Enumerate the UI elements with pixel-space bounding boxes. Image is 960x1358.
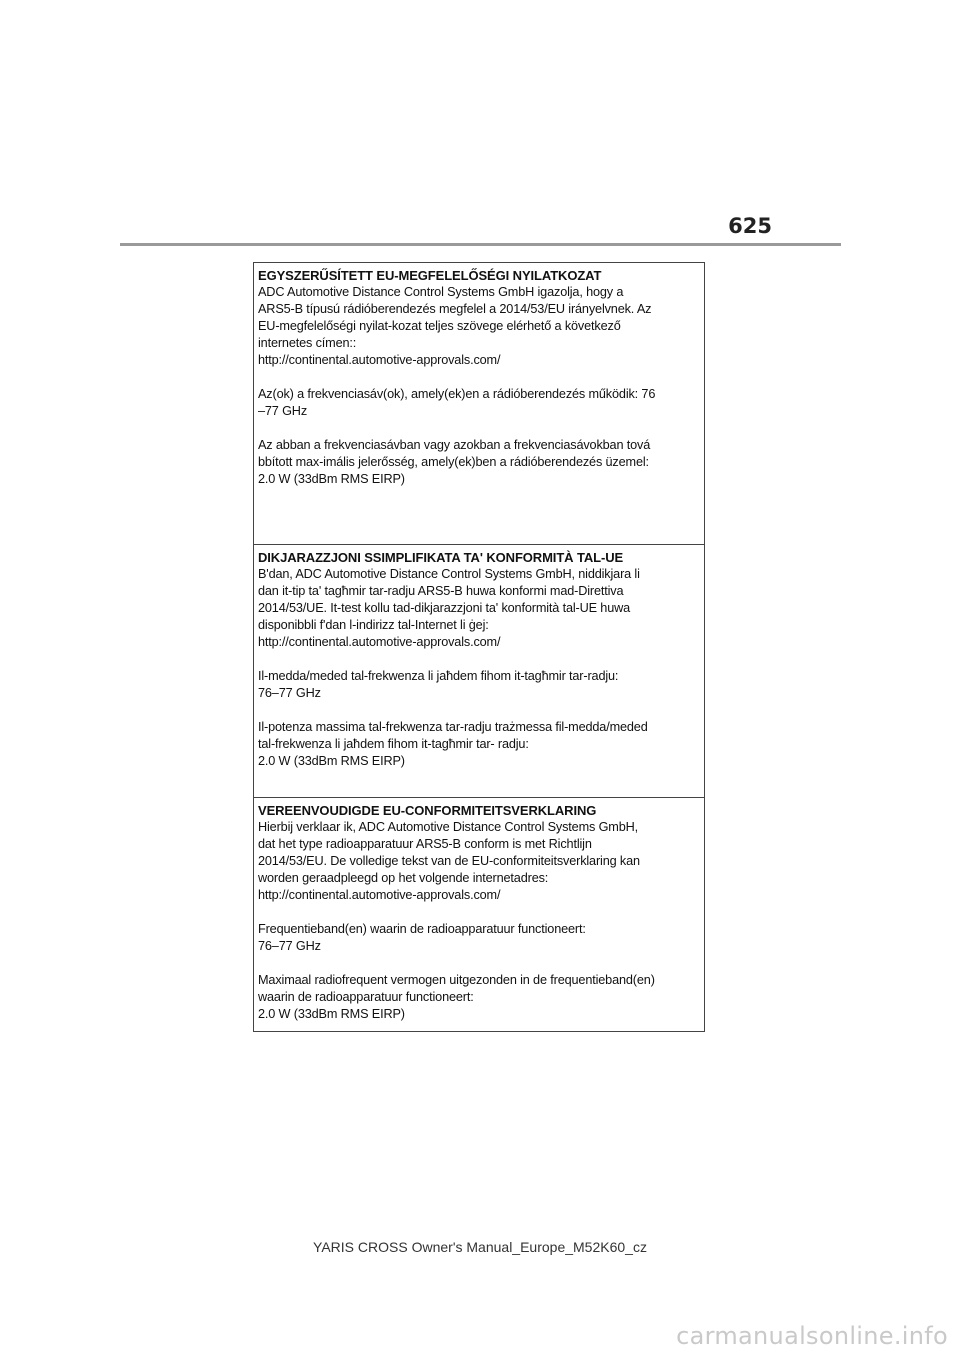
paragraph bbox=[258, 819, 700, 904]
page-number: 625 bbox=[728, 214, 772, 238]
text-line: http://continental.automotive-approvals.com/ bbox=[258, 888, 501, 902]
paragraph bbox=[258, 437, 700, 488]
text-line: 76–77 GHz bbox=[258, 686, 321, 700]
text-line: worden geraadpleegd op het volgende internetadres: bbox=[258, 871, 549, 885]
paragraph bbox=[258, 972, 700, 1023]
text-line: Il-potenza massima tal-frekwenza tar-radju trażmessa fil-medda/meded bbox=[258, 720, 648, 734]
paragraph bbox=[258, 668, 700, 702]
section-title: VEREENVOUDIGDE EU-CONFORMITEITSVERKLARING bbox=[258, 803, 597, 818]
section-body bbox=[258, 284, 700, 488]
text-line: Maximaal radiofrequent vermogen uitgezonden in de frequentieband(en) bbox=[258, 973, 655, 987]
text-line: dat het type radioapparatuur ARS5-B conform is met Richtlijn bbox=[258, 837, 592, 851]
text-line: disponibbli f'dan l-indirizz tal-Internet li ġej: bbox=[258, 618, 489, 632]
text-line: B'dan, ADC Automotive Distance Control Systems GmbH, niddikjara li bbox=[258, 567, 640, 581]
text-line: Az(ok) a frekvenciasáv(ok), amely(ek)en a rádióberendezés működik: 76 bbox=[258, 387, 656, 401]
text-line: Hierbij verklaar ik, ADC Automotive Distance Control Systems GmbH, bbox=[258, 820, 639, 834]
section-body bbox=[258, 566, 700, 770]
text-line: –77 GHz bbox=[258, 404, 308, 418]
text-line: 2.0 W (33dBm RMS EIRP) bbox=[258, 472, 405, 486]
section-title: DIKJARAZZJONI SSIMPLIFIKATA TA' KONFORMITÀ TAL-UE bbox=[258, 550, 624, 565]
text-line: 76–77 GHz bbox=[258, 939, 321, 953]
text-line: internetes címen:: bbox=[258, 336, 357, 350]
text-line: http://continental.automotive-approvals.com/ bbox=[258, 635, 501, 649]
section-body bbox=[258, 819, 700, 1023]
text-line: Az abban a frekvenciasávban vagy azokban a frekvenciasávokban tová bbox=[258, 438, 651, 452]
text-line: EU-megfelelőségi nyilat-kozat teljes szövege elérhető a következő bbox=[258, 319, 621, 333]
text-line: ARS5-B típusú rádióberendezés megfelel a 2014/53/EU irányelvnek. Az bbox=[258, 302, 652, 316]
paragraph bbox=[258, 719, 700, 770]
paragraph bbox=[258, 284, 700, 369]
paragraph bbox=[258, 566, 700, 651]
text-line: ADC Automotive Distance Control Systems GmbH igazolja, hogy a bbox=[258, 285, 624, 299]
header-rule bbox=[120, 243, 841, 246]
text-line: 2.0 W (33dBm RMS EIRP) bbox=[258, 754, 405, 768]
paragraph bbox=[258, 921, 700, 955]
section-maltese bbox=[254, 545, 704, 798]
section-hungarian bbox=[254, 263, 704, 545]
text-line: Frequentieband(en) waarin de radioapparatuur functioneert: bbox=[258, 922, 586, 936]
text-line: http://continental.automotive-approvals.com/ bbox=[258, 353, 501, 367]
text-line: tal-frekwenza li jaħdem fihom it-tagħmir tar- radju: bbox=[258, 737, 529, 751]
paragraph bbox=[258, 386, 700, 420]
section-title: EGYSZERŰSÍTETT EU-MEGFELELŐSÉGI NYILATKOZAT bbox=[258, 268, 602, 283]
text-line: dan it-tip ta' tagħmir tar-radju ARS5-B huwa konformi mad-Direttiva bbox=[258, 584, 624, 598]
text-line: 2014/53/EU. De volledige tekst van de EU-conformiteitsverklaring kan bbox=[258, 854, 640, 868]
declaration-box bbox=[253, 262, 705, 1032]
footer-manual-id: YARIS CROSS Owner's Manual_Europe_M52K60_cz bbox=[313, 1239, 647, 1255]
section-dutch bbox=[254, 798, 704, 1031]
text-line: waarin de radioapparatuur functioneert: bbox=[258, 990, 474, 1004]
text-line: 2014/53/UE. It-test kollu tad-dikjarazzjoni ta' konformità tal-UE huwa bbox=[258, 601, 631, 615]
text-line: Il-medda/meded tal-frekwenza li jaħdem fihom it-tagħmir tar-radju: bbox=[258, 669, 619, 683]
text-line: 2.0 W (33dBm RMS EIRP) bbox=[258, 1007, 405, 1021]
watermark-logo: carmanualsonline.info bbox=[676, 1322, 948, 1350]
text-line: bbított max-imális jelerősség, amely(ek)ben a rádióberendezés üzemel: bbox=[258, 455, 649, 469]
